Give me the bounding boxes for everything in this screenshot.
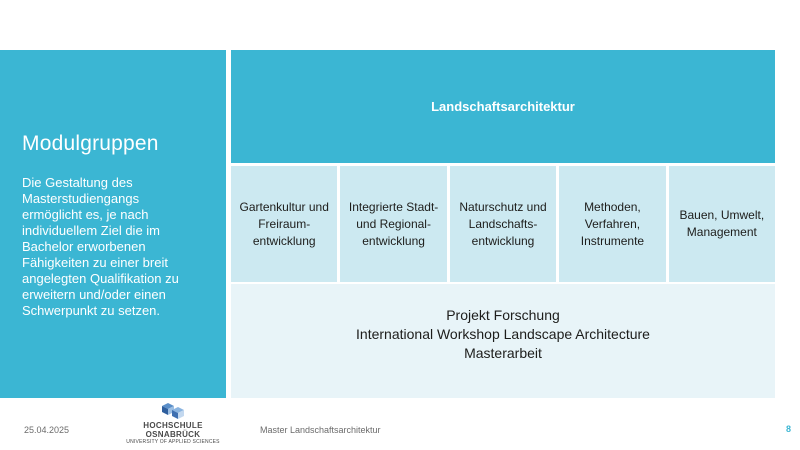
logo-line1: HOCHSCHULE OSNABRÜCK (143, 421, 203, 439)
module-column-label: Integrierte Stadt- und Regional- entwicklung (348, 199, 439, 248)
slide-title: Modulgruppen (22, 132, 159, 155)
module-column-label: Naturschutz und Landschafts- entwicklung (459, 199, 547, 248)
bottom-line-workshop: International Workshop Landscape Architecture (356, 326, 650, 342)
module-column-label: Bauen, Umwelt, Management (679, 208, 765, 239)
module-column (340, 166, 446, 282)
module-column-label: Gartenkultur und Freiraum- entwicklung (239, 199, 329, 248)
page-number: 8 (786, 424, 792, 434)
module-column (669, 166, 775, 282)
module-column (559, 166, 665, 282)
table-header: Landschaftsarchitektur (231, 50, 775, 163)
footer-title: Master Landschaftsarchitektur (260, 425, 381, 435)
module-column-label: Methoden, Verfahren, Instrumente (580, 199, 645, 248)
module-column (450, 166, 556, 282)
module-columns (231, 166, 775, 282)
university-logo (118, 402, 228, 448)
table-bottom-row (231, 284, 775, 398)
module-column (231, 166, 337, 282)
bottom-line-masterarbeit: Masterarbeit (464, 345, 542, 361)
sidebar-description: Die Gestaltung des Masterstudiengangs ermöglicht es, je nach individuellem Ziel die im Bachelor erworbenen Fähigkeiten zu einer breit angelegten Qualifikation zu erweitern und/oder einen Schwerpunkt zu setzen. (22, 175, 179, 318)
logo-cubes-icon (158, 402, 188, 420)
footer-date: 25.04.2025 (24, 425, 70, 435)
sidebar-panel (0, 50, 226, 398)
logo-line2: UNIVERSITY OF APPLIED SCIENCES (126, 439, 220, 445)
bottom-line-projekt: Projekt Forschung (446, 307, 560, 323)
module-table (231, 50, 775, 398)
